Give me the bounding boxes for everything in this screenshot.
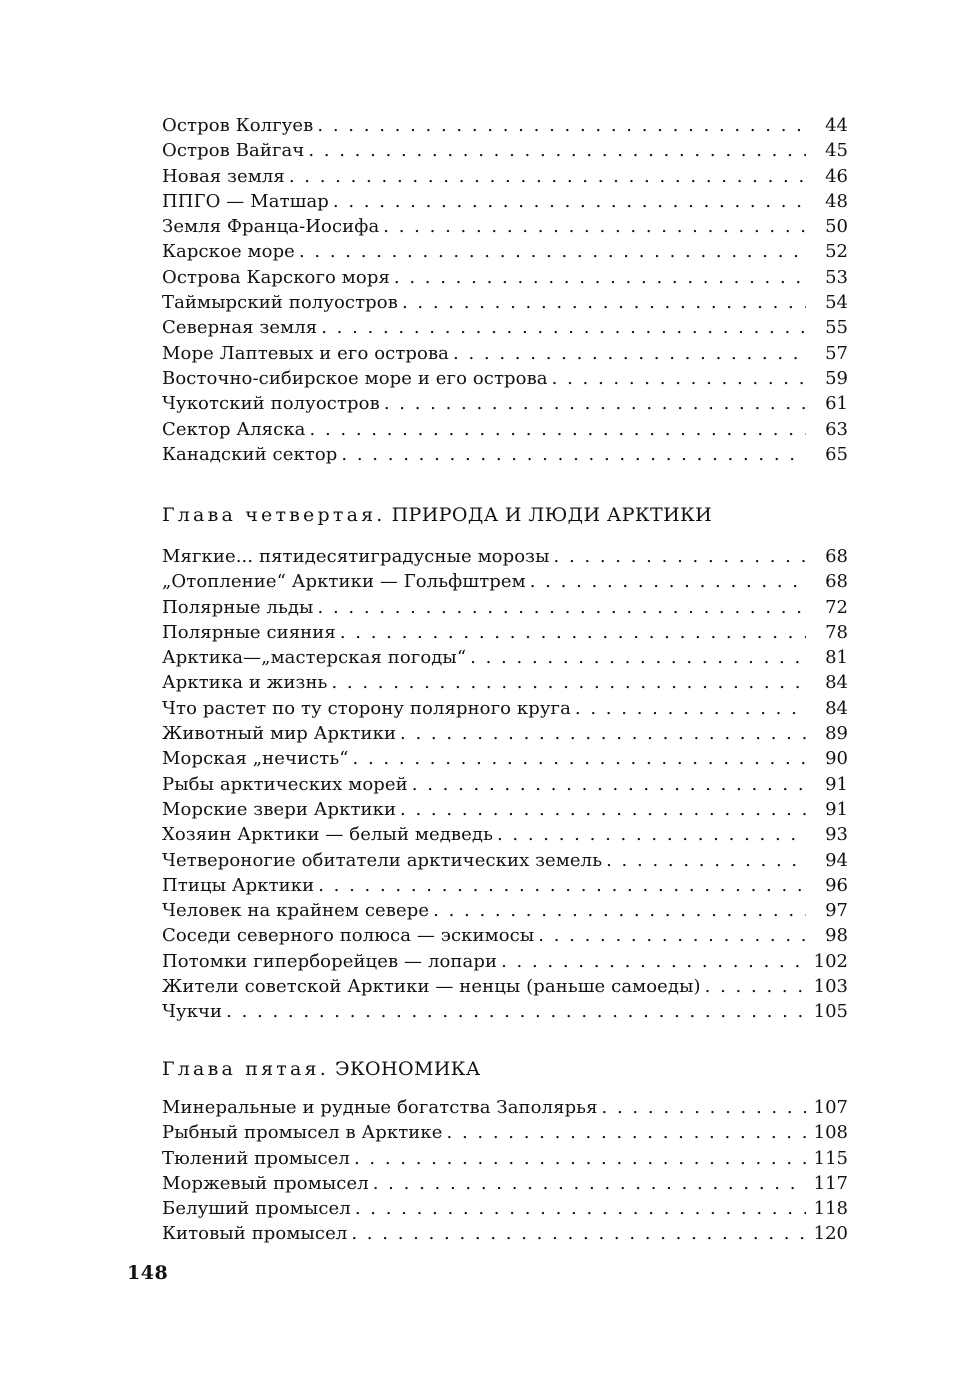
dot-leader	[289, 164, 806, 189]
dot-leader	[226, 999, 806, 1024]
toc-entry	[162, 164, 848, 189]
chapter-heading-4	[162, 504, 712, 526]
toc-entry-title: Рыбный промысел в Арктике	[162, 1122, 443, 1144]
toc-entry-page: 107	[813, 1097, 848, 1118]
toc-entry	[162, 898, 848, 923]
toc-entry-title: Полярные льды	[162, 596, 314, 618]
toc-entry-title: Морские звери Арктики	[162, 798, 397, 820]
toc-entry	[162, 1171, 848, 1196]
dot-leader	[317, 113, 806, 138]
dot-leader	[341, 442, 806, 467]
toc-entry-page: 45	[825, 140, 848, 162]
toc-entry-page: 68	[825, 546, 848, 567]
dot-leader	[354, 1146, 806, 1171]
dot-leader	[552, 366, 806, 391]
dot-leader	[373, 1171, 806, 1196]
toc-entry	[162, 670, 848, 695]
dot-leader	[299, 239, 806, 264]
toc-entry	[162, 544, 848, 569]
dot-leader	[602, 1095, 806, 1120]
toc-entry-title: Земля Франца-Иосифа	[162, 216, 380, 238]
toc-entry-title: Новая земля	[162, 165, 285, 187]
toc-entry	[162, 569, 848, 594]
dot-leader	[355, 1196, 806, 1221]
toc-entry-page: 117	[813, 1172, 848, 1194]
toc-section-chapter-5	[162, 1095, 848, 1247]
toc-entry-title: Хозяин Арктики — белый медведь	[162, 824, 493, 846]
toc-entry	[162, 721, 848, 746]
toc-entry-title: Животный мир Арктики	[162, 723, 397, 745]
toc-entry-page: 46	[825, 165, 848, 187]
toc-entry-page: 93	[825, 824, 848, 846]
toc-entry-page: 91	[825, 773, 848, 795]
toc-entry	[162, 442, 848, 467]
dot-leader	[538, 923, 806, 948]
chapter-heading-5	[162, 1058, 481, 1080]
toc-entry-title: Карское море	[162, 241, 295, 263]
toc-entry-page: 115	[813, 1147, 848, 1169]
dot-leader	[400, 721, 806, 746]
toc-entry-title: Что растет по ту сторону полярного круга	[162, 697, 571, 719]
toc-entry-title: „Отопление“ Арктики — Гольфштрем	[162, 571, 526, 593]
dot-leader	[705, 974, 806, 999]
dot-leader	[383, 214, 806, 239]
toc-entry	[162, 923, 848, 948]
toc-entry-title: Таймырский полуостров	[162, 292, 398, 314]
toc-entry-title: Потомки гиперборейцев — лопари	[162, 950, 498, 972]
toc-entry-title: Море Лаптевых и его острова	[162, 342, 450, 364]
toc-entry-page: 90	[825, 748, 848, 770]
dot-leader	[318, 873, 806, 898]
toc-entry	[162, 1095, 848, 1120]
toc-entry-title: Северная земля	[162, 317, 318, 339]
toc-entry-title: Человек на крайнем севере	[162, 900, 430, 922]
toc-entry	[162, 214, 848, 239]
toc-entry-page: 98	[825, 925, 848, 947]
toc-entry-title: Острова Карского моря	[162, 266, 390, 288]
toc-entry	[162, 822, 848, 847]
toc-entry-title: Белуший промысел	[162, 1198, 351, 1220]
toc-entry-title: Канадский сектор	[162, 443, 338, 465]
toc-entry-title: Соседи северного полюса — эскимосы	[162, 925, 535, 947]
toc-entry-page: 63	[825, 418, 848, 440]
toc-entry	[162, 239, 848, 264]
dot-leader	[394, 265, 806, 290]
toc-entry-page: 120	[813, 1223, 848, 1245]
toc-entry-page: 65	[825, 443, 848, 465]
toc-entry-page: 61	[825, 393, 848, 415]
toc-entry-title: Остров Вайгач	[162, 140, 305, 162]
dot-leader	[310, 417, 807, 442]
toc-entry-title: Чукотский полуостров	[162, 393, 380, 415]
toc-entry-title: Восточно-сибирское море и его острова	[162, 367, 548, 389]
toc-entry-title: Остров Колгуев	[162, 115, 314, 136]
toc-entry	[162, 290, 848, 315]
toc-entry	[162, 366, 848, 391]
toc-entry	[162, 315, 848, 340]
dot-leader	[606, 848, 806, 873]
dot-leader	[353, 746, 806, 771]
toc-entry-page: 55	[825, 317, 848, 339]
toc-entry	[162, 1196, 848, 1221]
toc-entry-page: 68	[825, 571, 848, 593]
dot-leader	[351, 1221, 806, 1246]
toc-entry-page: 118	[813, 1198, 848, 1220]
toc-entry-page: 59	[825, 367, 848, 389]
toc-entry-title: Птицы Арктики	[162, 874, 315, 896]
dot-leader	[384, 391, 806, 416]
dot-leader	[554, 544, 806, 569]
toc-section-chapter-4	[162, 544, 848, 1025]
toc-entry	[162, 265, 848, 290]
toc-entry-title: Арктика и жизнь	[162, 672, 328, 694]
toc-entry	[162, 772, 848, 797]
toc-entry-title: Сектор Аляска	[162, 418, 306, 440]
toc-entry-page: 53	[825, 266, 848, 288]
page-number: 148	[127, 1262, 169, 1284]
toc-entry-title: Моржевый промысел	[162, 1172, 369, 1194]
dot-leader	[400, 797, 806, 822]
dot-leader	[453, 341, 806, 366]
toc-entry-title: Рыбы арктических морей	[162, 773, 408, 795]
chapter-label: Глава пятая.	[162, 1058, 329, 1080]
toc-entry-page: 78	[825, 621, 848, 643]
dot-leader	[333, 189, 806, 214]
dot-leader	[340, 620, 806, 645]
toc-entry-page: 103	[813, 976, 848, 998]
toc-entry-title: Арктика—„мастерская погоды“	[162, 647, 467, 669]
toc-entry-page: 54	[825, 292, 848, 314]
toc-entry-page: 57	[825, 342, 848, 364]
chapter-label: Глава четвертая.	[162, 504, 386, 526]
toc-entry-title: Полярные сияния	[162, 621, 336, 643]
toc-entry	[162, 113, 848, 138]
dot-leader	[575, 696, 806, 721]
dot-leader	[412, 772, 806, 797]
toc-entry-page: 89	[825, 723, 848, 745]
toc-entry-page: 72	[825, 596, 848, 618]
toc-entry-title: Морская „нечисть“	[162, 748, 349, 770]
toc-entry	[162, 999, 848, 1024]
toc-entry-page: 96	[825, 874, 848, 896]
chapter-title: ПРИРОДА И ЛЮДИ АРКТИКИ	[391, 504, 713, 526]
toc-entry	[162, 746, 848, 771]
toc-entry	[162, 595, 848, 620]
toc-entry	[162, 848, 848, 873]
dot-leader	[402, 290, 806, 315]
dot-leader	[501, 949, 806, 974]
toc-entry	[162, 873, 848, 898]
toc-entry-page: 81	[825, 647, 848, 669]
toc-entry-page: 94	[825, 849, 848, 871]
toc-entry	[162, 797, 848, 822]
dot-leader	[318, 595, 807, 620]
toc-entry	[162, 189, 848, 214]
toc-entry-title: Мягкие... пятидесятиградусные морозы	[162, 546, 550, 567]
toc-entry-page: 102	[813, 950, 848, 972]
dot-leader	[530, 569, 806, 594]
toc-entry	[162, 620, 848, 645]
toc-entry	[162, 391, 848, 416]
toc-entry	[162, 138, 848, 163]
toc-entry	[162, 949, 848, 974]
toc-entry	[162, 341, 848, 366]
toc-entry-title: ППГО — Матшар	[162, 190, 329, 212]
toc-entry-title: Китовый промысел	[162, 1223, 348, 1245]
toc-entry	[162, 1146, 848, 1171]
toc-entry	[162, 1221, 848, 1246]
toc-entry-page: 91	[825, 798, 848, 820]
chapter-title: ЭКОНОМИКА	[335, 1058, 481, 1080]
dot-leader	[497, 822, 806, 847]
toc-entry-page: 84	[825, 697, 848, 719]
toc-entry-page: 52	[825, 241, 848, 263]
toc-entry-page: 97	[825, 900, 848, 922]
toc-section-previous-chapter	[162, 113, 848, 467]
dot-leader	[433, 898, 806, 923]
toc-entry-page: 84	[825, 672, 848, 694]
toc-entry-page: 108	[813, 1122, 848, 1144]
toc-entry	[162, 417, 848, 442]
toc-entry-page: 105	[813, 1001, 848, 1023]
toc-entry	[162, 1120, 848, 1145]
toc-entry	[162, 696, 848, 721]
toc-entry-page: 48	[825, 190, 848, 212]
toc-entry-title: Минеральные и рудные богатства Заполярья	[162, 1097, 598, 1118]
dot-leader	[321, 315, 806, 340]
dot-leader	[447, 1120, 806, 1145]
toc-entry	[162, 974, 848, 999]
toc-entry	[162, 645, 848, 670]
dot-leader	[470, 645, 806, 670]
dot-leader	[331, 670, 806, 695]
toc-entry-page: 44	[825, 115, 848, 136]
toc-entry-title: Тюлений промысел	[162, 1147, 350, 1169]
dot-leader	[308, 138, 806, 163]
toc-entry-title: Четвероногие обитатели арктических земель	[162, 849, 603, 871]
toc-entry-title: Жители советской Арктики — ненцы (раньше самоеды)	[162, 976, 701, 998]
toc-entry-page: 50	[825, 216, 848, 238]
toc-entry-title: Чукчи	[162, 1001, 223, 1023]
